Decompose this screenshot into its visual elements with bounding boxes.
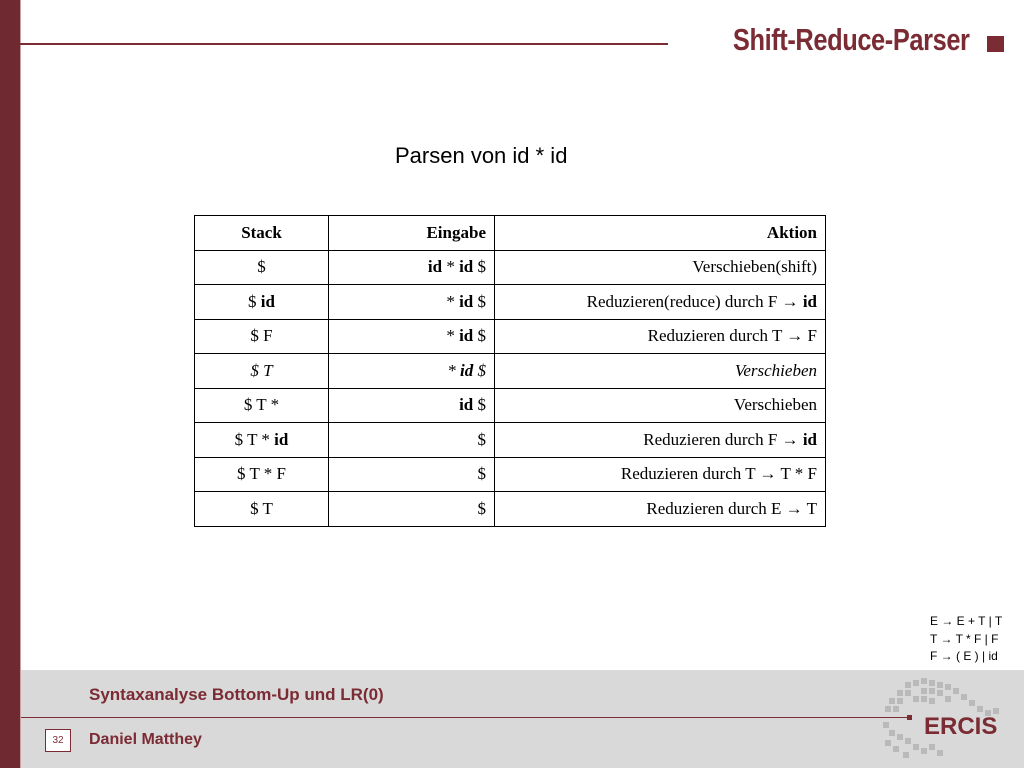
grammar-rule: T → T * F | F [930,631,999,646]
action-cell: Reduzieren durch T → F [495,319,826,354]
table-row [195,492,826,527]
header-eingabe: Eingabe [329,216,495,251]
action-token: id [802,429,817,449]
action-cell: Verschieben(shift) [495,250,826,285]
table-row [195,285,826,320]
footer-course-title: Syntaxanalyse Bottom-Up und LR(0) [89,685,384,704]
input-rest: $ [473,291,486,311]
input-rest: $ [473,326,486,346]
input-cell [329,354,495,389]
input-token: id [459,291,474,311]
action-cell: Verschieben [495,354,826,389]
action-cell: Verschieben [495,388,826,423]
left-accent-bar [0,0,20,768]
footer-rule [21,717,911,718]
action-cell [495,423,826,458]
input-token: id [427,257,443,277]
input-text: * [447,360,461,380]
stack-cell: $ [195,250,329,285]
slide-subtitle: Parsen von id * id [395,143,568,168]
input-token: id [459,257,474,277]
header-aktion: Aktion [495,216,826,251]
stack-cell: $ T [195,492,329,527]
action-token: id [802,291,817,311]
logo-dot [907,715,912,720]
grammar-rules [930,613,1002,666]
action-cell [495,285,826,320]
input-cell [329,285,495,320]
grammar-rule: F → ( E ) | id [930,649,998,663]
grammar-rule: E → E + T | T [930,614,1003,628]
stack-token: id [274,429,289,449]
input-cell [329,388,495,423]
input-token: id [459,326,474,346]
input-cell [329,250,495,285]
input-token: id [459,395,474,415]
input-token: id [460,360,474,380]
table-row [195,250,826,285]
ercis-logo: ERCIS [924,713,998,740]
stack-cell: $ F [195,319,329,354]
stack-cell [195,285,329,320]
parse-table [194,215,826,527]
action-cell: Reduzieren durch E → T [495,492,826,527]
input-cell: $ [329,492,495,527]
left-accent-line [20,0,21,768]
table-row [195,354,826,389]
input-rest: $ [473,395,486,415]
action-text: Reduzieren durch F → [643,429,803,449]
stack-text: $ [248,291,261,311]
table-row [195,457,826,492]
footer-author: Daniel Matthey [89,731,202,748]
input-text: * [446,291,460,311]
stack-cell [195,423,329,458]
table-row [195,388,826,423]
table-header-row [195,216,826,251]
action-cell: Reduzieren durch T → T * F [495,457,826,492]
input-operator: * [442,257,460,277]
title-square-icon [987,36,1004,52]
page-number: 32 [45,729,71,752]
stack-cell: $ T [195,354,329,389]
stack-cell: $ T * [195,388,329,423]
input-rest: $ [473,257,486,277]
slide-title: Shift-Reduce-Parser [733,22,970,57]
input-cell [329,319,495,354]
stack-cell: $ T * F [195,457,329,492]
input-rest: $ [473,360,486,380]
input-text: * [446,326,460,346]
header-stack: Stack [195,216,329,251]
stack-text: $ T * [234,429,275,449]
stack-token: id [260,291,275,311]
table-row [195,423,826,458]
title-rule [20,43,668,45]
input-cell: $ [329,423,495,458]
table-row [195,319,826,354]
action-text: Reduzieren(reduce) durch F → [586,291,803,311]
input-cell: $ [329,457,495,492]
